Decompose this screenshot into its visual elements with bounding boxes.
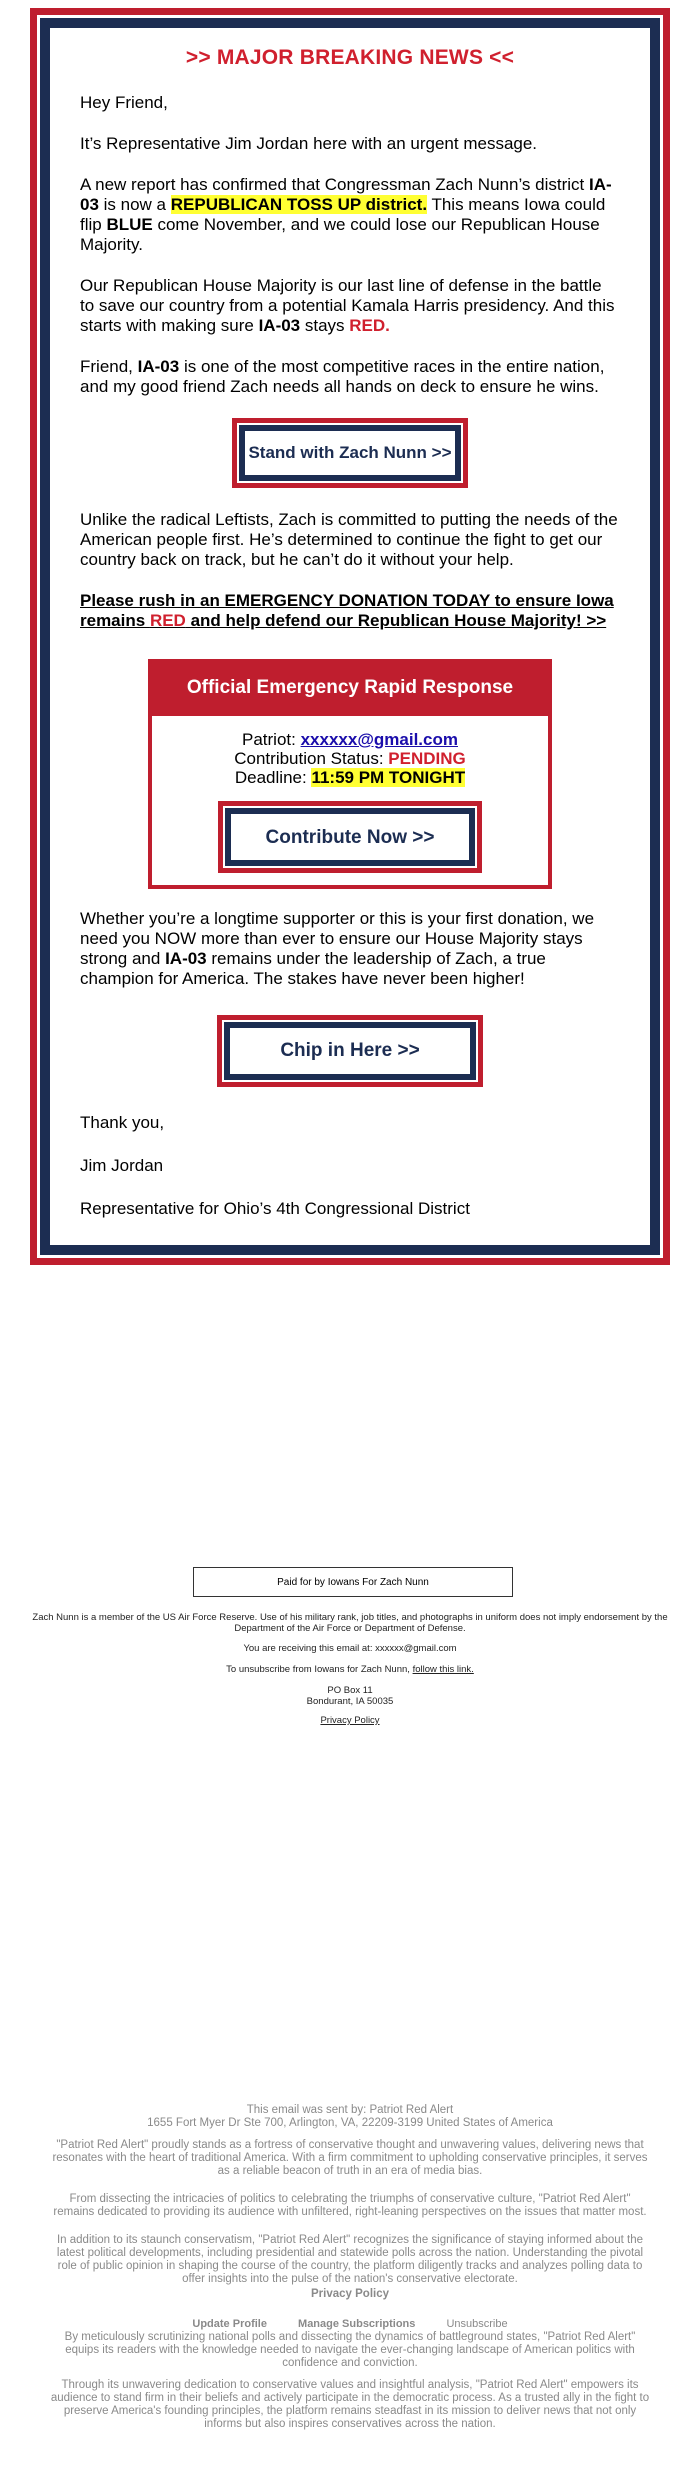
status-badge: PENDING [388,749,466,768]
toss-up-highlight: REPUBLICAN TOSS UP district. [170,195,428,214]
manage-subscriptions-link[interactable]: Manage Subscriptions [298,2318,416,2330]
signer-title: Representative for Ohio’s 4th Congressional District [80,1199,470,1218]
headline: >> MAJOR BREAKING NEWS << [185,46,515,69]
email-card [30,8,670,1265]
patriot-line: Patriot: xxxxxx@gmail.com [242,730,458,749]
status-line: Contribution Status: PENDING [234,749,466,768]
district-label: IA-03 [165,949,207,968]
red-word: RED. [349,316,390,335]
email-content [50,28,650,1245]
thank-you: Thank you, [80,1113,165,1132]
update-profile-link[interactable]: Update Profile [192,2318,267,2330]
sender-paragraph-1: "Patriot Red Alert" proudly stands as a fortress of conservative thought and unwavering values, delivering news that resonates with the heart of traditional America. With a firm commitment to upholding conservative principles, it serves as a reliable beacon of truth in an era of media bias. [52,2139,648,2177]
sender-privacy-link[interactable]: Privacy Policy [311,2288,389,2300]
blue-word: BLUE [106,215,153,234]
patriot-email-link[interactable]: xxxxxx@gmail.com [300,730,458,749]
sender-unsubscribe-link[interactable]: Unsubscribe [446,2318,508,2330]
district-label: IA-03 [80,175,612,214]
greeting: Hey Friend, [80,93,168,112]
paragraph-toss-up: A new report has confirmed that Congressman Zach Nunn’s district IA-03 is now a REPUBLICAN TOSS UP district. This means Iowa could flip BLUE come November, and we could lose our Republican House Majority. [80,175,612,254]
air-force-disclaimer: Zach Nunn is a member of the US Air Force Reserve. Use of his military rank, job titles, and photographs in uniform does not imply endorsement by the Department of the Air Force or Department of Defense. [32,1612,668,1634]
sender-paragraph-4: By meticulously scrutinizing national polls and dissecting the dynamics of battleground states, "Patriot Red Alert" equips its readers with the knowledge needed to navigate the ever-changing landscape of American politics with confidence and conviction. [64,2331,636,2369]
sender-paragraph-3: In addition to its staunch conservatism, "Patriot Red Alert" recognizes the significance of staying informed about the latest political developments, including presidential and statewide polls across the nation. Understanding the pivotal role of public opinion in shaping the course of the country, the platform diligently tracks and analyzes polling data to offer insights into the pulse of the nation's conservative electorate. [56,2234,644,2285]
intro-paragraph: It’s Representative Jim Jordan here with an urgent message. [80,134,538,153]
district-label: IA-03 [137,357,180,376]
sender-address: 1655 Fort Myer Dr Ste 700, Arlington, VA, 22209-3199 United States of America [147,2117,553,2129]
sender-paragraph-5: Through its unwavering dedication to conservative values and insightful analysis, "Patriot Red Alert" empowers its audience to stand firm in their beliefs and actively participate in the democratic process. As a trusted ally in the fight to preserve America's founding principles, the platform remains steadfast in its mission to deliver news that not only informs but also inspires conservatives across the nation. [50,2379,650,2430]
receiving-email-note: You are receiving this email at: xxxxxx@gmail.com [243,1643,457,1654]
privacy-policy-link[interactable]: Privacy Policy [320,1715,380,1726]
signer-name: Jim Jordan [80,1156,164,1175]
paid-for-box: Paid for by Iowans For Zach Nunn [193,1567,513,1597]
deadline-line: Deadline: 11:59 PM TONIGHT [234,768,466,787]
stand-with-zach-button[interactable]: Stand with Zach Nunn >> [245,431,455,475]
district-label: IA-03 [258,316,301,335]
po-box: PO Box 11 [327,1685,373,1696]
unsubscribe-link[interactable]: follow this link. [412,1664,474,1675]
unsubscribe-line: To unsubscribe from Iowans for Zach Nunn, follow this link. [226,1664,474,1675]
paragraph-majority: Our Republican House Majority is our last line of defense in the battle to save our country from a potential Kamala Harris presidency. And this starts with making sure IA-03 stays RED. [80,276,615,335]
sender-paragraph-2: From dissecting the intricacies of politics to celebrating the triumphs of conservative culture, "Patriot Red Alert" remains dedicated to providing its audience with unfiltered, right-leaning perspectives on the issues that matter most. [53,2193,647,2218]
rapid-response-box [148,659,552,889]
paragraph-competitive: Friend, IA-03 is one of the most competitive races in the entire nation, and my good friend Zach needs all hands on deck to ensure he wins. [80,357,605,396]
deadline-value: 11:59 PM TONIGHT [311,768,466,787]
emergency-donation-link[interactable]: Please rush in an EMERGENCY DONATION TODAY to ensure Iowa remains RED and help defend our Republican House Majority! >> [80,591,614,630]
sender-links [50,2318,650,2330]
chip-in-button[interactable]: Chip in Here >> [230,1028,470,1074]
sent-by-line: This email was sent by: Patriot Red Alert [246,2104,454,2116]
paragraph-leftists: Unlike the radical Leftists, Zach is committed to putting the needs of the American people first. He’s determined to continue the fight to get our country back on track, but he can’t do it without your help. [80,510,618,569]
paragraph-longtime-supporter: Whether you’re a longtime supporter or this is your first donation, we need you NOW more than ever to ensure our House Majority stays strong and IA-03 remains under the leadership of Zach, a true champion for America. The stakes have never been higher! [80,909,595,988]
city-zip: Bondurant, IA 50035 [306,1696,394,1707]
contribute-now-button[interactable]: Contribute Now >> [231,814,469,860]
rapid-response-title: Official Emergency Rapid Response [186,677,514,698]
